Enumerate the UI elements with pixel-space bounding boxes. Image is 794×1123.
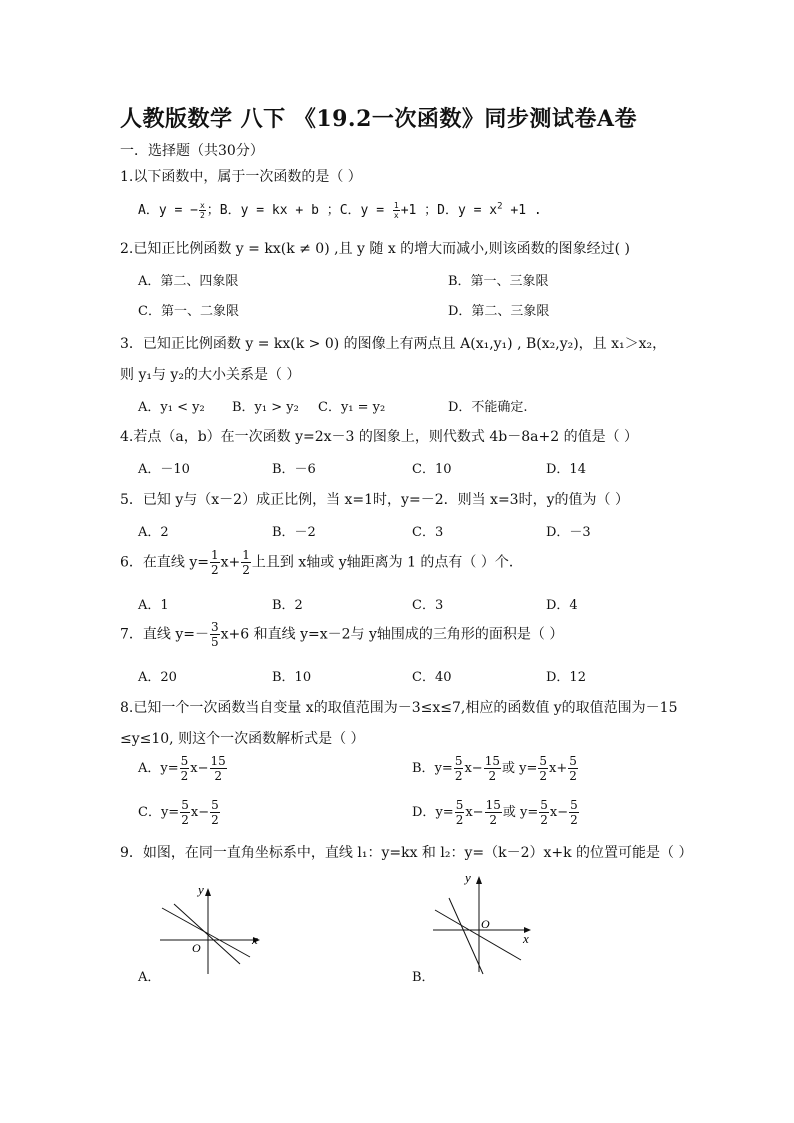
q3-option-b: B．y₁ > y₂ [232,400,299,415]
or-text: 或 y= [501,761,538,776]
fraction [568,754,578,783]
question-4-stem: 4.若点（a，b）在一次函数 y=2x－3 的图象上，则代数式 4b－8a+2 的值是（ ） [120,429,639,445]
minus-sign: − [472,805,484,820]
fraction-numerator: 5 [539,754,547,768]
fraction-numerator: 5 [211,798,219,812]
fraction-numerator: x [199,201,205,210]
q8-option-a [138,754,228,783]
line-l1 [435,910,521,960]
question-8-stem-line2: ≤y≤10, 则这个一次函数解析式是（ ） [120,731,365,747]
x-term: x [465,805,473,820]
question-7-stem [120,620,563,649]
origin-label: O [192,941,201,955]
option-label: B． [412,761,435,776]
minus-sign: − [557,805,569,820]
q3-option-d: D．不能确定. [448,400,528,415]
fraction [180,754,190,783]
q5-option-b: B．－2 [272,525,316,540]
y-equals: y= [435,805,454,820]
q1-minus-sign: − [190,203,198,218]
q2-option-b: B．第一、三象限 [448,274,549,289]
fraction-denominator: 2 [180,769,189,783]
question-1-stem: 1.以下函数中，属于一次函数的是（ ） [120,169,362,185]
question-9-stem: 9．如图，在同一直角坐标系中，直线 l₁：y=kx 和 l₂：y=（k－2）x+k 的位置可能是（ ） [120,845,693,861]
page-title: 人教版数学 八下 《19.2一次函数》同步测试卷A卷 [120,106,637,132]
q1-option-c-suffix: +1 ；D．y = x [400,203,498,218]
question-2-stem: 2.已知正比例函数 y = kx(k ≠ 0) ,且 y 随 x 的增大而减小,则该函数的图象经过( ) [120,241,631,257]
fraction-numerator: 15 [484,754,500,768]
q1-option-b: ；B．y = kx + b ；C．y = [206,203,392,218]
q5-option-c: C．3 [412,525,444,540]
fraction [210,798,220,827]
fraction-denominator: 2 [211,813,219,827]
y-equals: y= [160,761,179,776]
fraction-denominator: 2 [570,813,578,827]
question-3-stem-line2: 则 y₁与 y₂的大小关系是（ ） [120,367,301,383]
line-l2 [449,898,483,974]
q7-option-d: D．12 [546,670,586,685]
fraction-numerator: 5 [569,754,577,768]
q1-exponent: 2 [497,201,503,212]
x-axis-label: x [252,932,258,947]
x-term: x [549,805,558,820]
q6-option-b: B．2 [272,598,303,613]
q9-graph-b [425,870,545,980]
q8-option-c [138,798,221,827]
x-term: x [464,761,472,776]
fraction-denominator: 5 [211,635,219,649]
x-term: x [549,761,557,776]
question-6-stem [120,548,523,577]
option-label: C． [138,805,161,820]
plus-sign: + [556,761,568,776]
fraction-denominator: 2 [211,563,219,577]
fraction [210,754,227,783]
q9-option-b-label: B． [412,970,435,985]
fraction-denominator: x [393,211,399,220]
fraction-numerator: 5 [454,754,463,768]
origin-label: O [481,917,490,931]
fraction-denominator: 2 [214,769,222,783]
q4-option-a: A．－10 [138,462,190,477]
y-axis-arrow [476,876,482,884]
fraction-numerator: 15 [485,798,501,812]
fraction-numerator: 5 [180,754,189,768]
q4-option-c: C．10 [412,462,452,477]
q5-option-d: D．－3 [546,525,591,540]
q5-option-a: A．2 [138,525,169,540]
q1-fraction-x-over-2 [199,201,206,220]
fraction-numerator: 5 [570,798,578,812]
q1-fraction-1-over-x [393,201,400,220]
minus-sign: − [198,805,210,820]
q3-option-a: A．y₁ < y₂ [138,400,205,415]
q6-option-d: D．4 [546,598,578,613]
fraction [485,798,502,827]
q9-option-a-label: A． [138,970,161,985]
q2-option-d: D．第二、三象限 [448,304,550,319]
fraction-numerator: 5 [540,798,548,812]
fraction-denominator: 2 [569,769,577,783]
question-3-stem-line1: 3．已知正比例函数 y = kx(k > 0) 的图像上有两点且 A(x₁,y₁) , B(x₂,y₂)，且 x₁＞x₂， [120,336,667,352]
fraction-denominator: 2 [488,769,497,783]
x-term: x [190,761,198,776]
fraction-numerator: 1 [393,201,399,210]
y-axis-arrow [205,888,211,896]
minus-sign: − [471,761,483,776]
fraction-numerator: 5 [455,798,464,812]
y-axis-label: y [465,870,471,885]
fraction [180,798,190,827]
q4-option-b: B．－6 [272,462,316,477]
fraction-numerator: 1 [211,548,219,562]
q6-stem-prefix: 6．在直线 y= [120,554,209,571]
q6-option-c: C．3 [412,598,444,613]
q7-fraction [210,620,220,649]
q6-fraction-2 [241,548,251,577]
y-axis-label: y [198,882,204,897]
q3-option-c: C．y₁ = y₂ [318,400,386,415]
option-label: A． [138,761,161,776]
q6-stem-middle: x+ [220,554,241,571]
fraction [454,754,464,783]
line-l2 [174,904,240,964]
fraction [484,754,501,783]
x-axis-label: x [523,931,529,946]
question-1-options [138,199,542,220]
x-term: x [190,805,199,820]
fraction-denominator: 2 [199,211,205,220]
q7-option-b: B．10 [272,670,312,685]
q1-option-a-prefix: A．y = [138,203,191,218]
q7-option-c: C．40 [412,670,452,685]
fraction-denominator: 2 [540,813,548,827]
q2-option-a: A．第二、四象限 [138,274,239,289]
fraction-denominator: 2 [454,769,463,783]
section-heading: 一．选择题（共30分） [120,143,264,159]
q9-graph-a [150,882,270,982]
fraction [455,798,465,827]
q2-option-c: C．第一、二象限 [138,304,239,319]
q7-stem-prefix: 7．直线 y=－ [120,626,209,643]
fraction-denominator: 2 [455,813,464,827]
q1-option-d-suffix: +1 . [502,203,542,218]
fraction-denominator: 2 [181,813,189,827]
q7-option-a: A．20 [138,670,177,685]
question-5-stem: 5．已知 y与（x－2）成正比例，当 x=1时，y=－2．则当 x=3时，y的值为（ ） [120,492,629,508]
fraction-denominator: 2 [489,813,498,827]
q8-option-d [412,798,580,827]
q6-fraction-1 [210,548,220,577]
q6-option-a: A．1 [138,598,169,613]
question-8-stem-line1: 8.已知一个一次函数当自变量 x的取值范围为－3≤x≤7,相应的函数值 y的取值范围为－15 [120,700,678,716]
y-equals: y= [434,761,453,776]
fraction-numerator: 1 [242,548,250,562]
minus-sign: − [197,761,209,776]
fraction-numerator: 3 [211,620,219,634]
fraction [538,754,548,783]
q6-stem-suffix: 上且到 x轴或 y轴距离为 1 的点有（ ）个． [251,554,523,571]
option-label: D． [412,805,436,820]
q7-stem-suffix: x+6 和直线 y=x－2与 y轴围成的三角形的面积是（ ） [220,626,564,643]
fraction [539,798,549,827]
fraction-numerator: 5 [181,798,189,812]
q8-option-b [412,754,579,783]
fraction-denominator: 2 [539,769,547,783]
q4-option-d: D．14 [546,462,586,477]
fraction [569,798,579,827]
fraction-numerator: 15 [210,754,226,768]
or-text: 或 y= [502,805,539,820]
y-equals: y= [160,805,180,820]
fraction-denominator: 2 [242,563,250,577]
